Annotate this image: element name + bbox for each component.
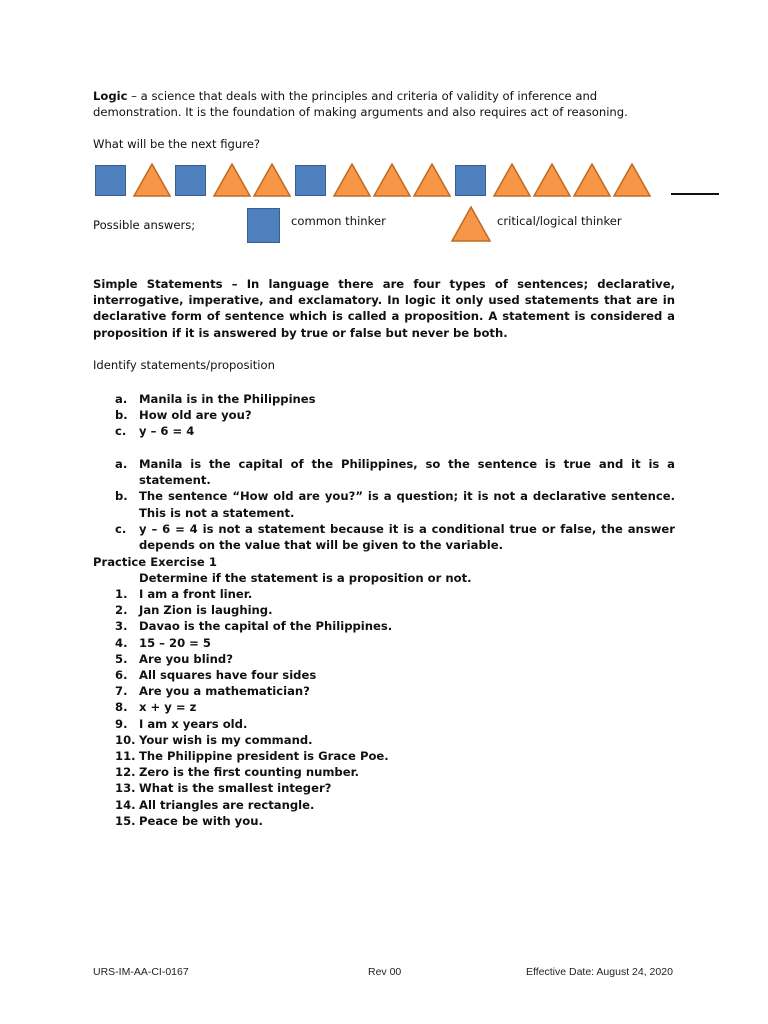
practice-item-9 <box>93 716 675 732</box>
triangle-shape-icon <box>450 205 492 243</box>
practice-item-marker: 12. <box>115 765 136 780</box>
footer-date: Effective Date: August 24, 2020 <box>526 966 673 978</box>
practice-item-text: Davao is the capital of the Philippines. <box>139 619 393 634</box>
practice-item-text: Zero is the first counting number. <box>139 765 360 780</box>
identify-item-marker: b. <box>115 408 128 423</box>
identify-heading: Identify statements/proposition <box>93 358 275 372</box>
practice-item-text: 15 – 20 = 5 <box>139 635 211 650</box>
identify-item-marker: a. <box>115 392 128 406</box>
practice-instruction: Determine if the statement is a proposition or not. <box>139 571 472 585</box>
practice-item-marker: 15. <box>115 813 136 828</box>
practice-item-text: The Philippine president is Grace Poe. <box>139 749 389 764</box>
answer-blank-line <box>671 193 719 195</box>
square-shape-icon <box>247 208 280 243</box>
practice-item-text: Your wish is my command. <box>139 732 313 747</box>
possible-answers-label: Possible answers; <box>93 218 196 232</box>
simple-statements-term: Simple Statements <box>93 277 223 291</box>
practice-item-text: Peace be with you. <box>139 813 263 828</box>
sequence-triangle-7 <box>332 162 372 198</box>
practice-item-text: All squares have four sides <box>139 668 317 683</box>
practice-item-1 <box>93 586 675 602</box>
logic-definition-text: – a science that deals with the principles and criteria of validity of inference and demonstration. It is the foundation of making arguments and also requires act of reasoning. <box>93 89 628 120</box>
identify-item-2 <box>93 407 675 423</box>
practice-item-11 <box>93 748 675 764</box>
practice-item-text: What is the smallest integer? <box>139 781 332 796</box>
sequence-triangle-13 <box>572 162 612 198</box>
practice-item-text: x + y = z <box>139 700 197 715</box>
footer-rev: Rev 00 <box>368 966 402 978</box>
practice-item-4 <box>93 635 675 651</box>
practice-item-marker: 9. <box>115 716 128 731</box>
practice-item-marker: 5. <box>115 651 128 666</box>
practice-item-marker: 7. <box>115 684 128 699</box>
practice-item-12 <box>93 764 675 780</box>
practice-item-10 <box>93 732 675 748</box>
practice-item-text: Jan Zion is laughing. <box>139 603 273 618</box>
sequence-square-3 <box>175 165 206 196</box>
identify-answer-text: The sentence “How old are you?” is a question; it is not a declarative sentence. This is not a statement. <box>139 489 675 520</box>
identify-item-marker: c. <box>115 424 127 439</box>
sequence-square-10 <box>455 165 486 196</box>
practice-items-list <box>93 586 675 829</box>
legend-label <box>93 214 195 254</box>
identify-item-1 <box>93 391 675 407</box>
identify-answer-text: y – 6 = 4 is not a statement because it is a conditional true or false, the answer depends on the value that will be given to the variable. <box>139 521 675 553</box>
sequence-triangle-9 <box>412 162 452 198</box>
practice-title: Practice Exercise 1 <box>93 555 217 569</box>
identify-item-3 <box>93 423 675 439</box>
practice-item-8 <box>93 699 675 715</box>
identify-item-text: How old are you? <box>139 408 252 423</box>
practice-item-text: Are you blind? <box>139 651 233 666</box>
sequence-triangle-2 <box>132 162 172 198</box>
sequence-triangle-11 <box>492 162 532 198</box>
figure-sequence <box>93 162 723 200</box>
identify-items-list <box>93 391 675 440</box>
practice-item-text: I am a front liner. <box>139 587 253 601</box>
sequence-triangle-12 <box>532 162 572 198</box>
sequence-square-6 <box>295 165 326 196</box>
identify-item-text: Manila is in the Philippines <box>139 392 316 406</box>
simple-statements-text: – In language there are four types of sentences; declarative, interrogative, imperative, and exclamatory. In logic it only used statements that are in declarative form of sentence which is called a proposition. A statement is considered a proposition if it is answered by true or false but never be both. <box>93 277 675 340</box>
practice-item-5 <box>93 651 675 667</box>
practice-item-14 <box>93 797 675 813</box>
practice-item-13 <box>93 780 675 796</box>
practice-item-marker: 6. <box>115 668 128 683</box>
sequence-triangle-8 <box>372 162 412 198</box>
sequence-triangle-5 <box>252 162 292 198</box>
identify-answers-list <box>93 456 675 553</box>
identify-answer-marker: b. <box>115 489 128 504</box>
practice-item-marker: 8. <box>115 700 128 715</box>
logic-term: Logic <box>93 89 128 103</box>
practice-item-marker: 3. <box>115 619 128 634</box>
figure-question: What will be the next figure? <box>93 137 261 151</box>
sequence-triangle-14 <box>612 162 652 198</box>
practice-item-marker: 1. <box>115 587 128 601</box>
practice-item-7 <box>93 683 675 699</box>
common-thinker-label: common thinker <box>291 214 386 228</box>
practice-item-marker: 2. <box>115 603 128 618</box>
sequence-square-1 <box>95 165 126 196</box>
simple-statements-paragraph <box>93 276 675 341</box>
identify-answer-text: Manila is the capital of the Philippines, so the sentence is true and it is a statement. <box>139 457 675 488</box>
footer-code: URS-IM-AA-CI-0167 <box>93 966 189 978</box>
practice-item-marker: 14. <box>115 797 136 812</box>
identify-answer-marker: c. <box>115 521 127 536</box>
practice-item-2 <box>93 602 675 618</box>
identify-item-text: y – 6 = 4 <box>139 424 195 439</box>
identify-answer-1 <box>93 456 675 488</box>
identify-answer-2 <box>93 488 675 520</box>
sequence-triangle-4 <box>212 162 252 198</box>
practice-item-15 <box>93 813 675 829</box>
identify-answer-3 <box>93 521 675 553</box>
practice-item-text: Are you a mathematician? <box>139 684 310 699</box>
practice-item-marker: 11. <box>115 749 136 764</box>
practice-item-text: All triangles are rectangle. <box>139 797 315 812</box>
practice-item-marker: 10. <box>115 732 136 747</box>
identify-answer-marker: a. <box>115 457 128 471</box>
practice-item-marker: 4. <box>115 635 128 650</box>
critical-thinker-label: critical/logical thinker <box>497 214 622 228</box>
practice-item-6 <box>93 667 675 683</box>
practice-item-text: I am x years old. <box>139 716 248 731</box>
logic-definition <box>93 88 675 120</box>
practice-item-3 <box>93 618 675 634</box>
practice-item-marker: 13. <box>115 781 136 796</box>
